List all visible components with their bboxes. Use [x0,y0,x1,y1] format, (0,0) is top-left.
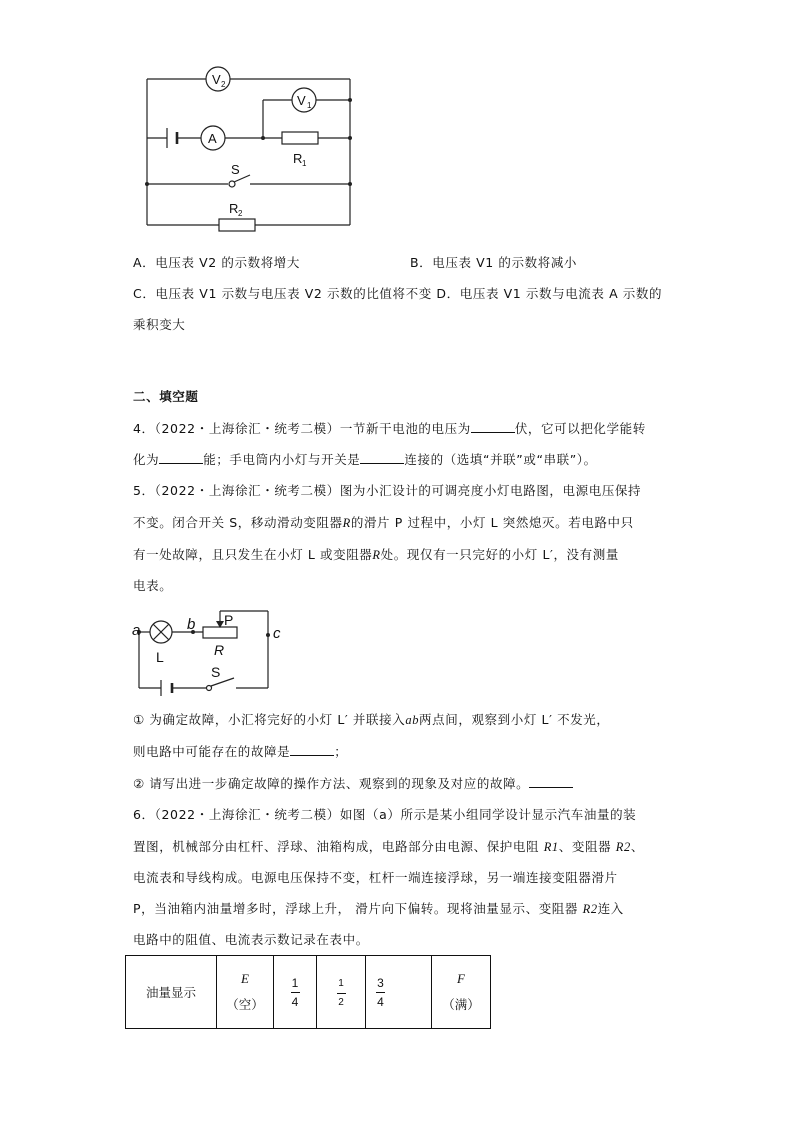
q5-sub1-line-1: ① 为确定故障，小汇将完好的小灯 L′ 并联接入ab两点间，观察到小灯 L′ 不发光， [133,712,610,727]
q6-line-4: P，当油箱内油量增多时，浮球上升， 滑片向下偏转。现将油量显示、变阻器 R2连入 [133,901,624,916]
label-a: a [132,622,141,639]
option-d-continued: 乘积变大 [133,317,186,332]
q6-line-1: 6．（2022・上海徐汇・统考二模）如图（a）所示是某小组同学设计显示汽车油量的装 [133,807,637,822]
section-title: 二、填空题 [133,389,199,404]
label-l: L [156,649,164,665]
label-b: b [187,616,196,633]
q5-blank-2[interactable] [529,775,573,788]
q4-blank-3[interactable] [360,451,404,464]
q5-blank-1[interactable] [290,743,334,756]
q4-blank-2[interactable] [159,451,203,464]
table-cell-full: F （满） [432,956,491,1029]
option-d: D．电压表 V1 示数与电流表 A 示数的 [436,286,663,301]
svg-text:2: 2 [238,209,243,218]
q4-line-1: 4．（2022・上海徐汇・统考二模）一节新干电池的电压为 伏，它可以把化学能转 [133,421,646,436]
q5-line-1: 5．（2022・上海徐汇・统考二模）图为小汇设计的可调亮度小灯电路图，电源电压保持 [133,483,642,498]
rheostat-r [203,627,237,638]
label-c: c [273,625,281,642]
table-cell-three-quarter: $\frac{3}{4}$ [366,956,432,1029]
svg-text:1: 1 [302,159,307,168]
resistor-r1 [282,132,318,144]
option-b: B．电压表 V1 的示数将减小 [410,255,578,270]
label-s: S [211,664,221,680]
q6-line-2: 置图，机械部分由杠杆、浮球、油箱构成，电路部分由电源、保护电阻 R1、变阻器 R2、 [133,839,644,854]
oil-level-table [125,955,491,1029]
label-p: P [224,612,234,628]
table-cell-quarter: $\frac{1}{4}$ [274,956,317,1029]
table-header-cell: 油量显示 [126,956,217,1029]
resistor-r2 [219,219,255,231]
svg-text:R: R [229,201,239,216]
svg-text:R: R [293,151,303,166]
option-a: A．电压表 V2 的示数将增大 [133,255,301,270]
q5-sub2: ② 请写出进一步确定故障的操作方法、观察到的现象及对应的故障。 [133,775,573,793]
label-r: R [214,642,225,658]
svg-text:A: A [208,131,217,146]
q5-line-3: 有一处故障，且只发生在小灯 L 或变阻器R处。现仅有一只完好的小灯 L′，没有测量 [133,547,619,562]
q4-blank-1[interactable] [471,420,515,433]
option-c-and-d [133,285,662,303]
svg-text:1: 1 [307,101,312,110]
q6-line-3: 电流表和导线构成。电源电压保持不变，杠杆一端连接浮球，另一端连接变阻器滑片 [133,870,618,885]
svg-text:S: S [231,162,240,177]
v2-letter: V [212,72,221,87]
table-cell-empty: E （空） [217,956,274,1029]
q6-line-5: 电路中的阻值、电流表示数记录在表中。 [133,932,369,947]
svg-text:V: V [297,93,306,108]
table-row [126,956,491,1029]
circuit-diagram-1 [140,60,360,235]
q5-sub1-line-2: 则电路中可能存在的故障是 ； [133,744,348,759]
q5-line-2: 不变。闭合开关 S，移动滑动变阻器R的滑片 P 过程中，小灯 L 突然熄灭。若电路中只 [133,515,634,530]
q4-line-2: 化为 能；手电筒内小灯与开关是 连接的（选填“并联”或“串联”）。 [133,452,597,467]
q5-line-4: 电表。 [133,578,173,593]
option-c: C．电压表 V1 示数与电压表 V2 示数的比值将不变 [133,286,432,301]
table-cell-half: $\frac{1}{2}$ [317,956,366,1029]
circuit-diagram-2 [128,608,288,696]
v2-sub: 2 [221,80,226,89]
